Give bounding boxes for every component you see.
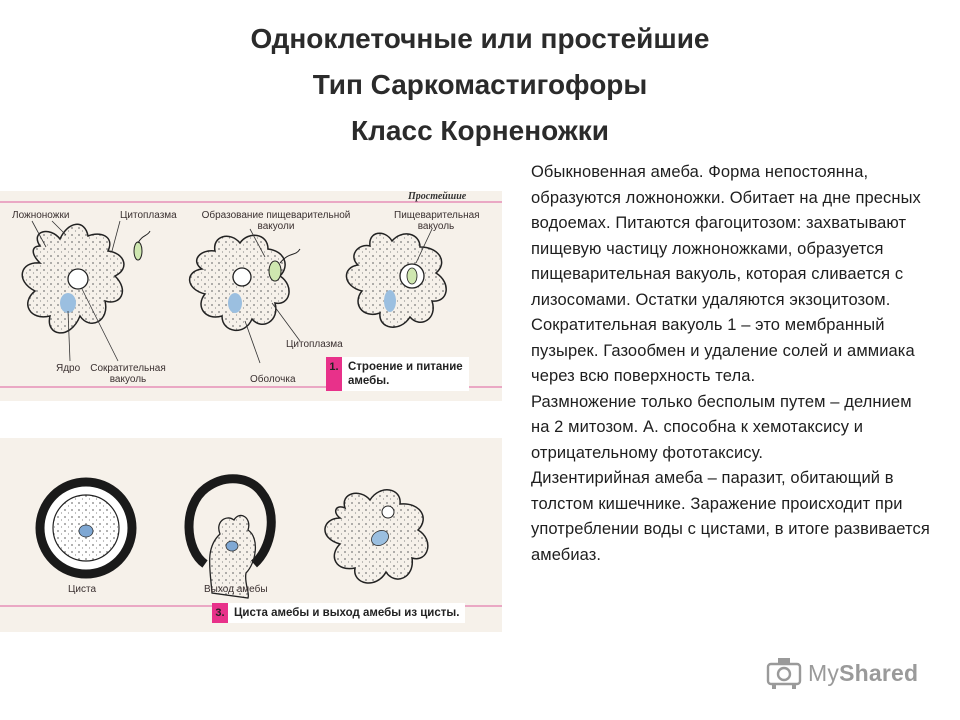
figure-1-caption-line-1: Строение и питание bbox=[348, 361, 463, 373]
figure-amoeba-cyst bbox=[0, 438, 502, 632]
figure-2-number: 3. bbox=[215, 607, 225, 619]
contractile-vacuole-1 bbox=[68, 269, 88, 289]
amoeba-3 bbox=[346, 233, 446, 327]
slide-title bbox=[0, 16, 960, 154]
watermark-prefix: My bbox=[808, 659, 840, 686]
nucleus-3 bbox=[384, 290, 396, 312]
paragraph-common-amoeba: Обыкновенная амеба. Форма непостоянна, образуются ложноножки. Обитает на дне пресных водоемах. Питаются фагоцитозом: захватывают пищевую частицу ложноножками, образуется пищеварительная вакуоль, которая сливается с лизосомами. Остатки удаляются экзоцитозом. Сократительная вакуоль 1 – это мембранный пузырек. Газообмен и удаление солей и аммиака через всю поверхность тела. bbox=[531, 163, 921, 385]
label-nucleus: Ядро bbox=[56, 363, 81, 374]
figure-amoeba-structure bbox=[0, 191, 502, 401]
figure-corner-text: Простейшие bbox=[408, 191, 467, 202]
nucleus-2 bbox=[228, 293, 242, 313]
label-contractile-vacuole: Сократительная вакуоль bbox=[90, 363, 166, 385]
contractile-vacuole-2 bbox=[233, 268, 251, 286]
label-cytoplasm-top: Цитоплазма bbox=[120, 210, 177, 221]
food-particle-1 bbox=[134, 242, 142, 260]
label-amoeba-exit: Выход амебы bbox=[204, 584, 268, 595]
label-membrane: Оболочка bbox=[250, 374, 296, 385]
figure-1-caption-line-2: амебы. bbox=[348, 375, 390, 387]
title-line-1: Одноклеточные или простейшие bbox=[250, 23, 710, 54]
label-digestive-vacuole: Пищеварительная вакуоль bbox=[394, 210, 480, 232]
watermark-text bbox=[808, 660, 918, 687]
myshared-watermark[interactable] bbox=[766, 655, 918, 691]
title-line-3: Класс Корненожки bbox=[351, 115, 609, 146]
title-line-2: Тип Саркомастигофоры bbox=[312, 69, 648, 100]
paragraph-reproduction: Размножение только бесполым путем – делнием на 2 митозом. А. способна к хемотаксису и отрицательному фототаксису. bbox=[531, 392, 912, 462]
figure-1-number: 1. bbox=[329, 361, 339, 373]
figure-1-caption bbox=[326, 357, 469, 391]
figure-2-caption-text: Циста амебы и выход амебы из цисты. bbox=[234, 607, 460, 619]
nucleus-1 bbox=[60, 293, 76, 313]
label-cyst: Циста bbox=[68, 584, 97, 595]
cyst-nucleus bbox=[79, 525, 93, 537]
paragraph-dysentery-amoeba: Дизентирийная амеба – паразит, обитающий в толстом кишечнике. Заражение происходит при употреблении воды с цистами, в итоге развивается амебиаз. bbox=[531, 469, 930, 564]
projector-icon bbox=[766, 656, 802, 690]
description-text bbox=[531, 160, 931, 568]
label-pseudopods: Ложноножки bbox=[12, 210, 70, 221]
label-cytoplasm-mid: Цитоплазма bbox=[286, 339, 343, 350]
watermark-name: Shared bbox=[839, 659, 919, 686]
label-vacuole-formation: Образование пищеварительной вакуоли bbox=[201, 210, 351, 232]
food-particle-2 bbox=[269, 261, 281, 281]
figure-2-caption bbox=[212, 603, 465, 623]
